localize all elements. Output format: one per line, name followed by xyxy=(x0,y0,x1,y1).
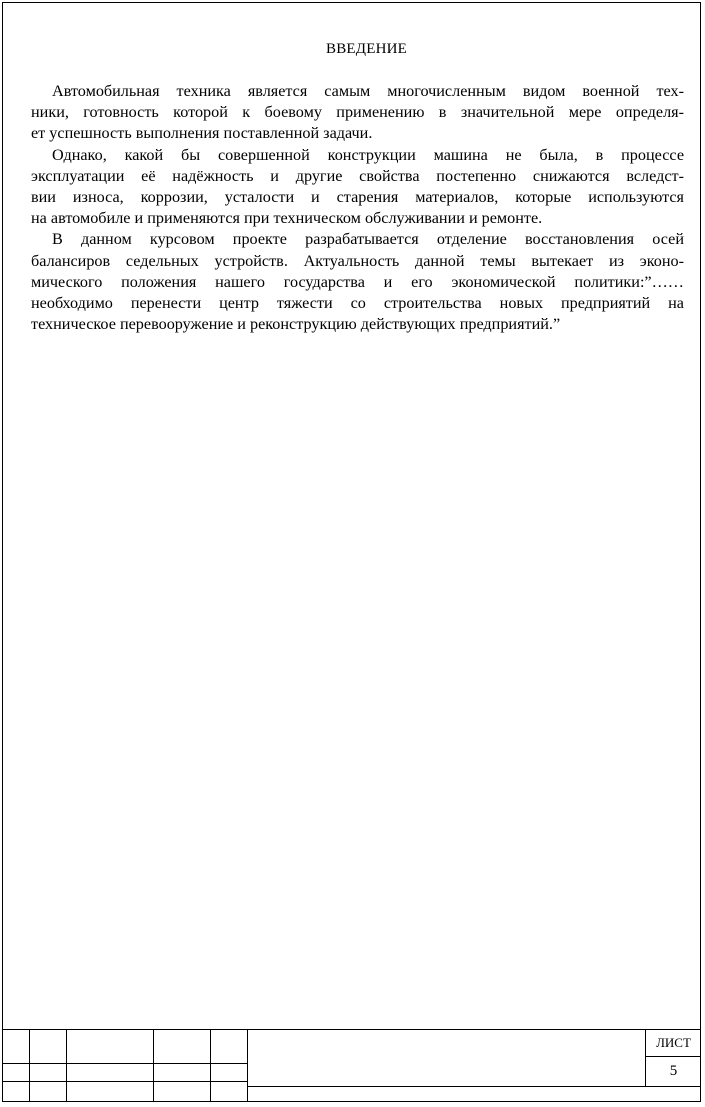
sheet-number: 5 xyxy=(669,1063,678,1079)
text-line: Автомобильная техника является самым многочисленным видом военной тех- xyxy=(52,82,684,100)
text-line: вии износа, коррозии, усталости и старения материалов, которые используются xyxy=(31,188,684,207)
grid-divider xyxy=(153,1030,154,1102)
text-line: необходимо перенести центр тяжести со строительства новых предприятий на xyxy=(31,294,684,313)
text-line: Однако, какой бы совершенной конструкции машина не была, в процессе xyxy=(52,145,684,164)
text-line: В данном курсовом проекте разрабатывается отделение восстановления осей xyxy=(52,230,684,249)
text-line: ет успешность выполнения поставленной задачи. xyxy=(31,124,373,143)
grid-divider xyxy=(29,1030,30,1102)
text-line: мического положения нашего государства и его экономической политики:”…… xyxy=(31,272,684,291)
grid-row-line xyxy=(3,1063,248,1064)
sheet-number-box xyxy=(645,1030,701,1087)
section-title: ВВЕДЕНИЕ xyxy=(326,41,407,57)
text-line: эксплуатации её надёжность и другие свойства постепенно снижаются вследст- xyxy=(31,166,684,185)
grid-row-line xyxy=(3,1101,248,1102)
grid-divider xyxy=(247,1030,248,1102)
grid-divider xyxy=(210,1030,211,1102)
grid-row-line xyxy=(3,1081,248,1082)
text-line: балансиров седельных устройств. Актуальность данной темы вытекает из эконо- xyxy=(31,251,684,270)
title-block-bottom-line xyxy=(248,1086,701,1087)
title-block-grid xyxy=(3,1030,248,1102)
body-text xyxy=(31,81,684,335)
text-line: техническое перевооружение и реконструкцию действующих предприятий.” xyxy=(31,315,561,334)
sheet-label: ЛИСТ xyxy=(646,1030,701,1057)
text-line: ники, готовность которой к боевому применению в значительной мере определя- xyxy=(31,103,684,122)
text-line: на автомобиле и применяются при техническом обслуживании и ремонте. xyxy=(31,209,543,228)
grid-divider xyxy=(66,1030,67,1102)
